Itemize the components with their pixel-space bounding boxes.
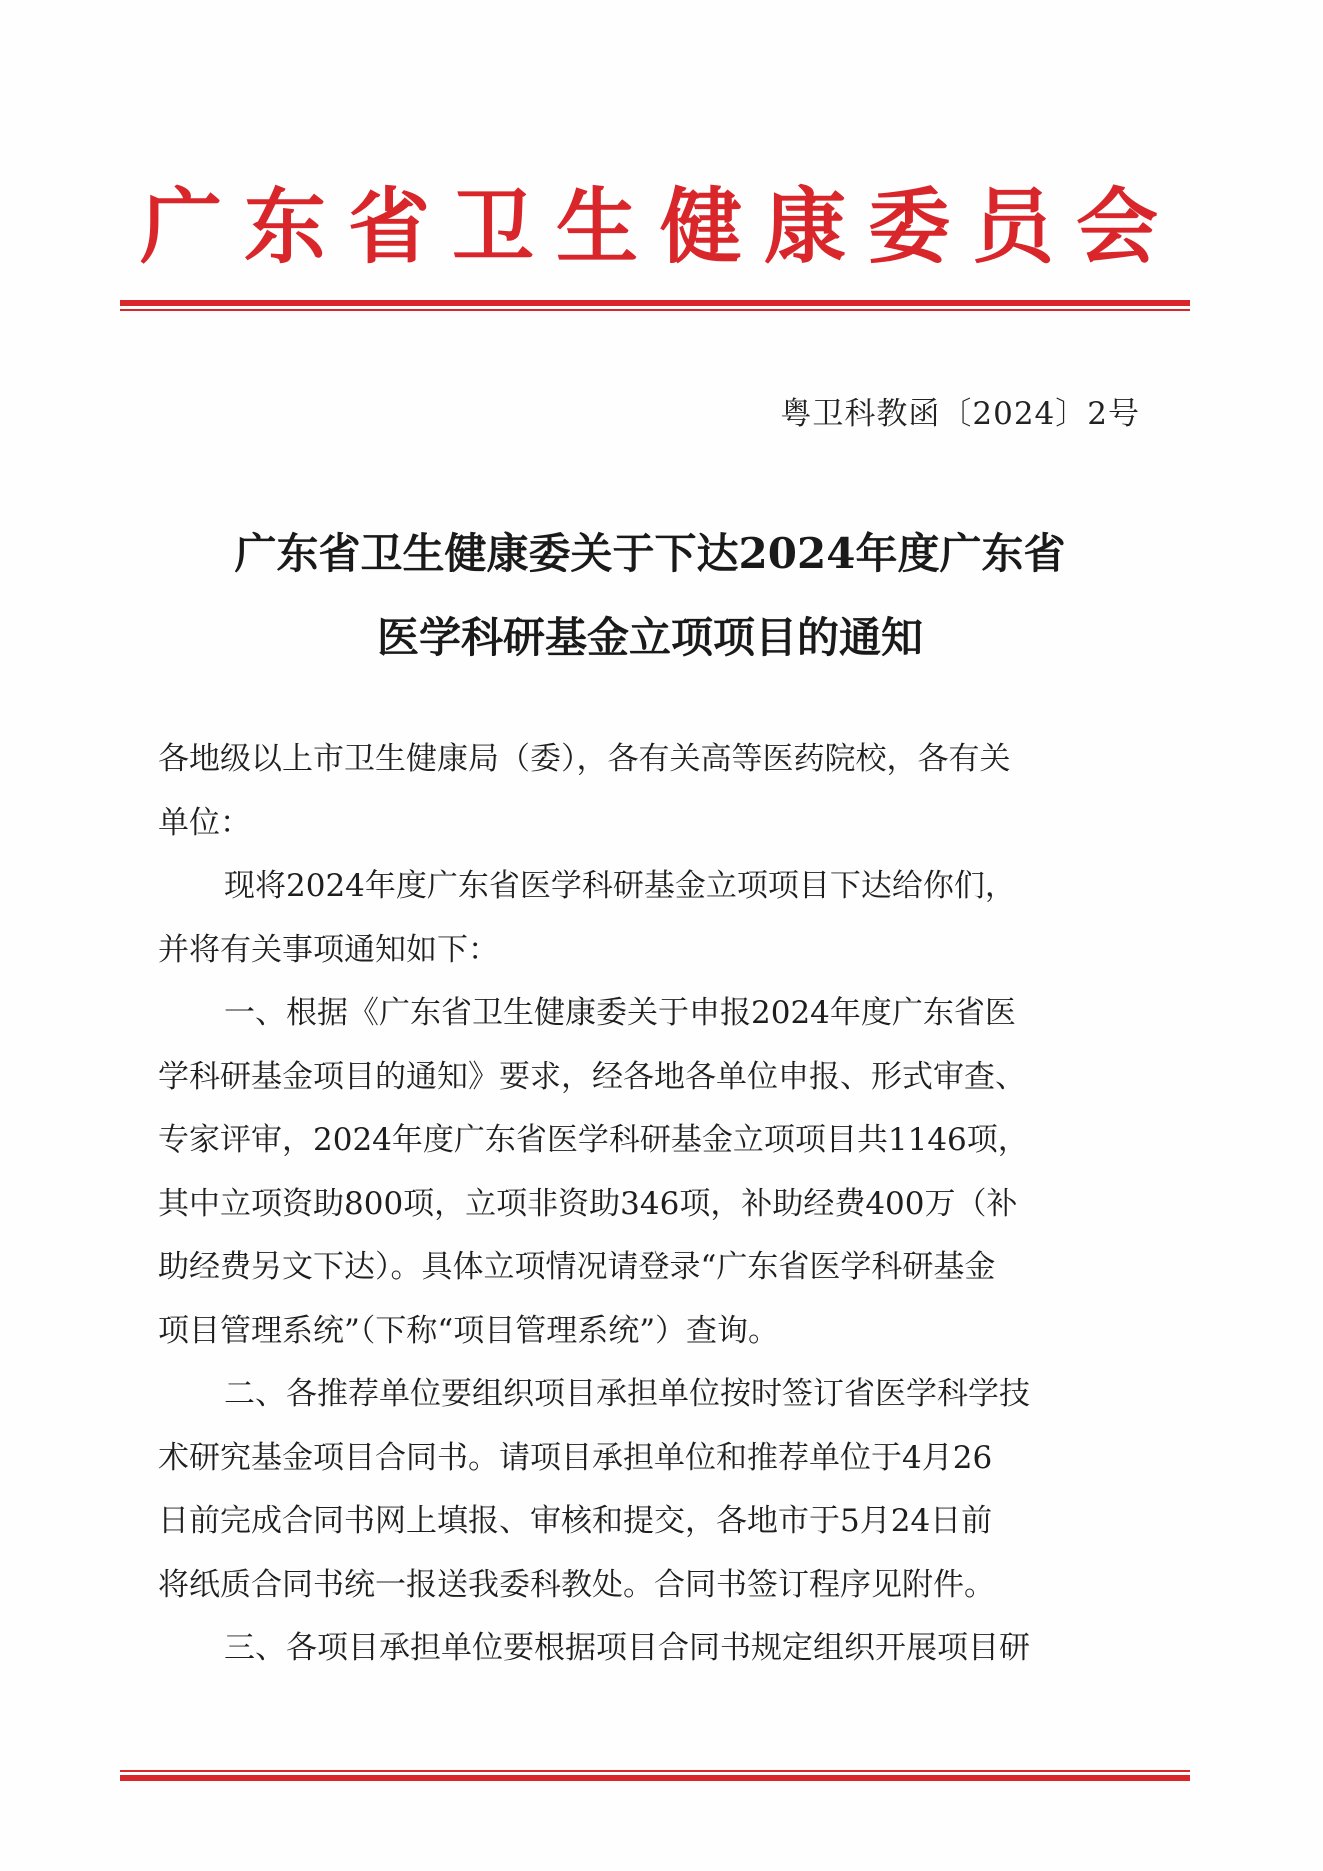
paragraph-line: 项目管理系统”（下称“项目管理系统”）查询。 <box>158 1312 780 1349</box>
red-rule-thick-line <box>120 300 1190 306</box>
document-number: 粤卫科教函〔2024〕2号 <box>780 396 1140 432</box>
letterhead-red-rule <box>120 300 1190 311</box>
paragraph-line: 现将2024年度广东省医学科研基金立项项目下达给你们， <box>224 868 1016 904</box>
footer-red-rule <box>120 1770 1190 1781</box>
red-rule-thin-line <box>120 1770 1190 1772</box>
title-line: 医学科研基金立项项目的通知 <box>376 613 923 662</box>
paragraph-item-2 <box>158 1363 1138 1617</box>
paragraph-line: 助经费另文下达）。具体立项情况请登录“广东省医学科研基金 <box>158 1249 996 1285</box>
paragraph-line: 专家评审，2024年度广东省医学科研基金立项项目共1146项， <box>158 1122 1029 1158</box>
paragraph-line: 其中立项资助800项，立项非资助346项，补助经费400万（补 <box>158 1185 1018 1222</box>
salutation-line: 各地级以上市卫生健康局（委），各有关高等医药院校，各有关 <box>158 741 1011 777</box>
paragraph-line: 日前完成合同书网上填报、审核和提交，各地市于5月24日前 <box>158 1503 993 1539</box>
paragraph-item-1 <box>158 982 1138 1363</box>
paragraph-line: 将纸质合同书统一报送我委科教处。合同书签订程序见附件。 <box>158 1566 995 1603</box>
red-rule-thick-line <box>120 1775 1190 1781</box>
paragraph-intro <box>158 855 1138 982</box>
title-line: 广东省卫生健康委关于下达2024年度广东省 <box>234 529 1066 578</box>
paragraph-item-3 <box>158 1617 1138 1681</box>
salutation-line: 单位： <box>158 804 251 841</box>
document-title <box>150 512 1150 680</box>
paragraph-line: 并将有关事项通知如下： <box>158 931 499 968</box>
paragraph-line: 学科研基金项目的通知》要求，经各地各单位申报、形式审查、 <box>158 1058 1026 1095</box>
paragraph-line: 三、各项目承担单位要根据项目合同书规定组织开展项目研 <box>224 1630 1030 1666</box>
salutation <box>158 728 1138 855</box>
letterhead-org-name: 广东省卫生健康委员会 <box>139 179 1180 275</box>
red-rule-thin-line <box>120 309 1190 311</box>
paragraph-line: 二、各推荐单位要组织项目承担单位按时签订省医学科学技 <box>224 1376 1030 1412</box>
document-body <box>158 728 1138 1681</box>
paragraph-line: 一、根据《广东省卫生健康委关于申报2024年度广东省医 <box>224 995 1016 1031</box>
paragraph-line: 术研究基金项目合同书。请项目承担单位和推荐单位于4月26 <box>158 1439 993 1476</box>
